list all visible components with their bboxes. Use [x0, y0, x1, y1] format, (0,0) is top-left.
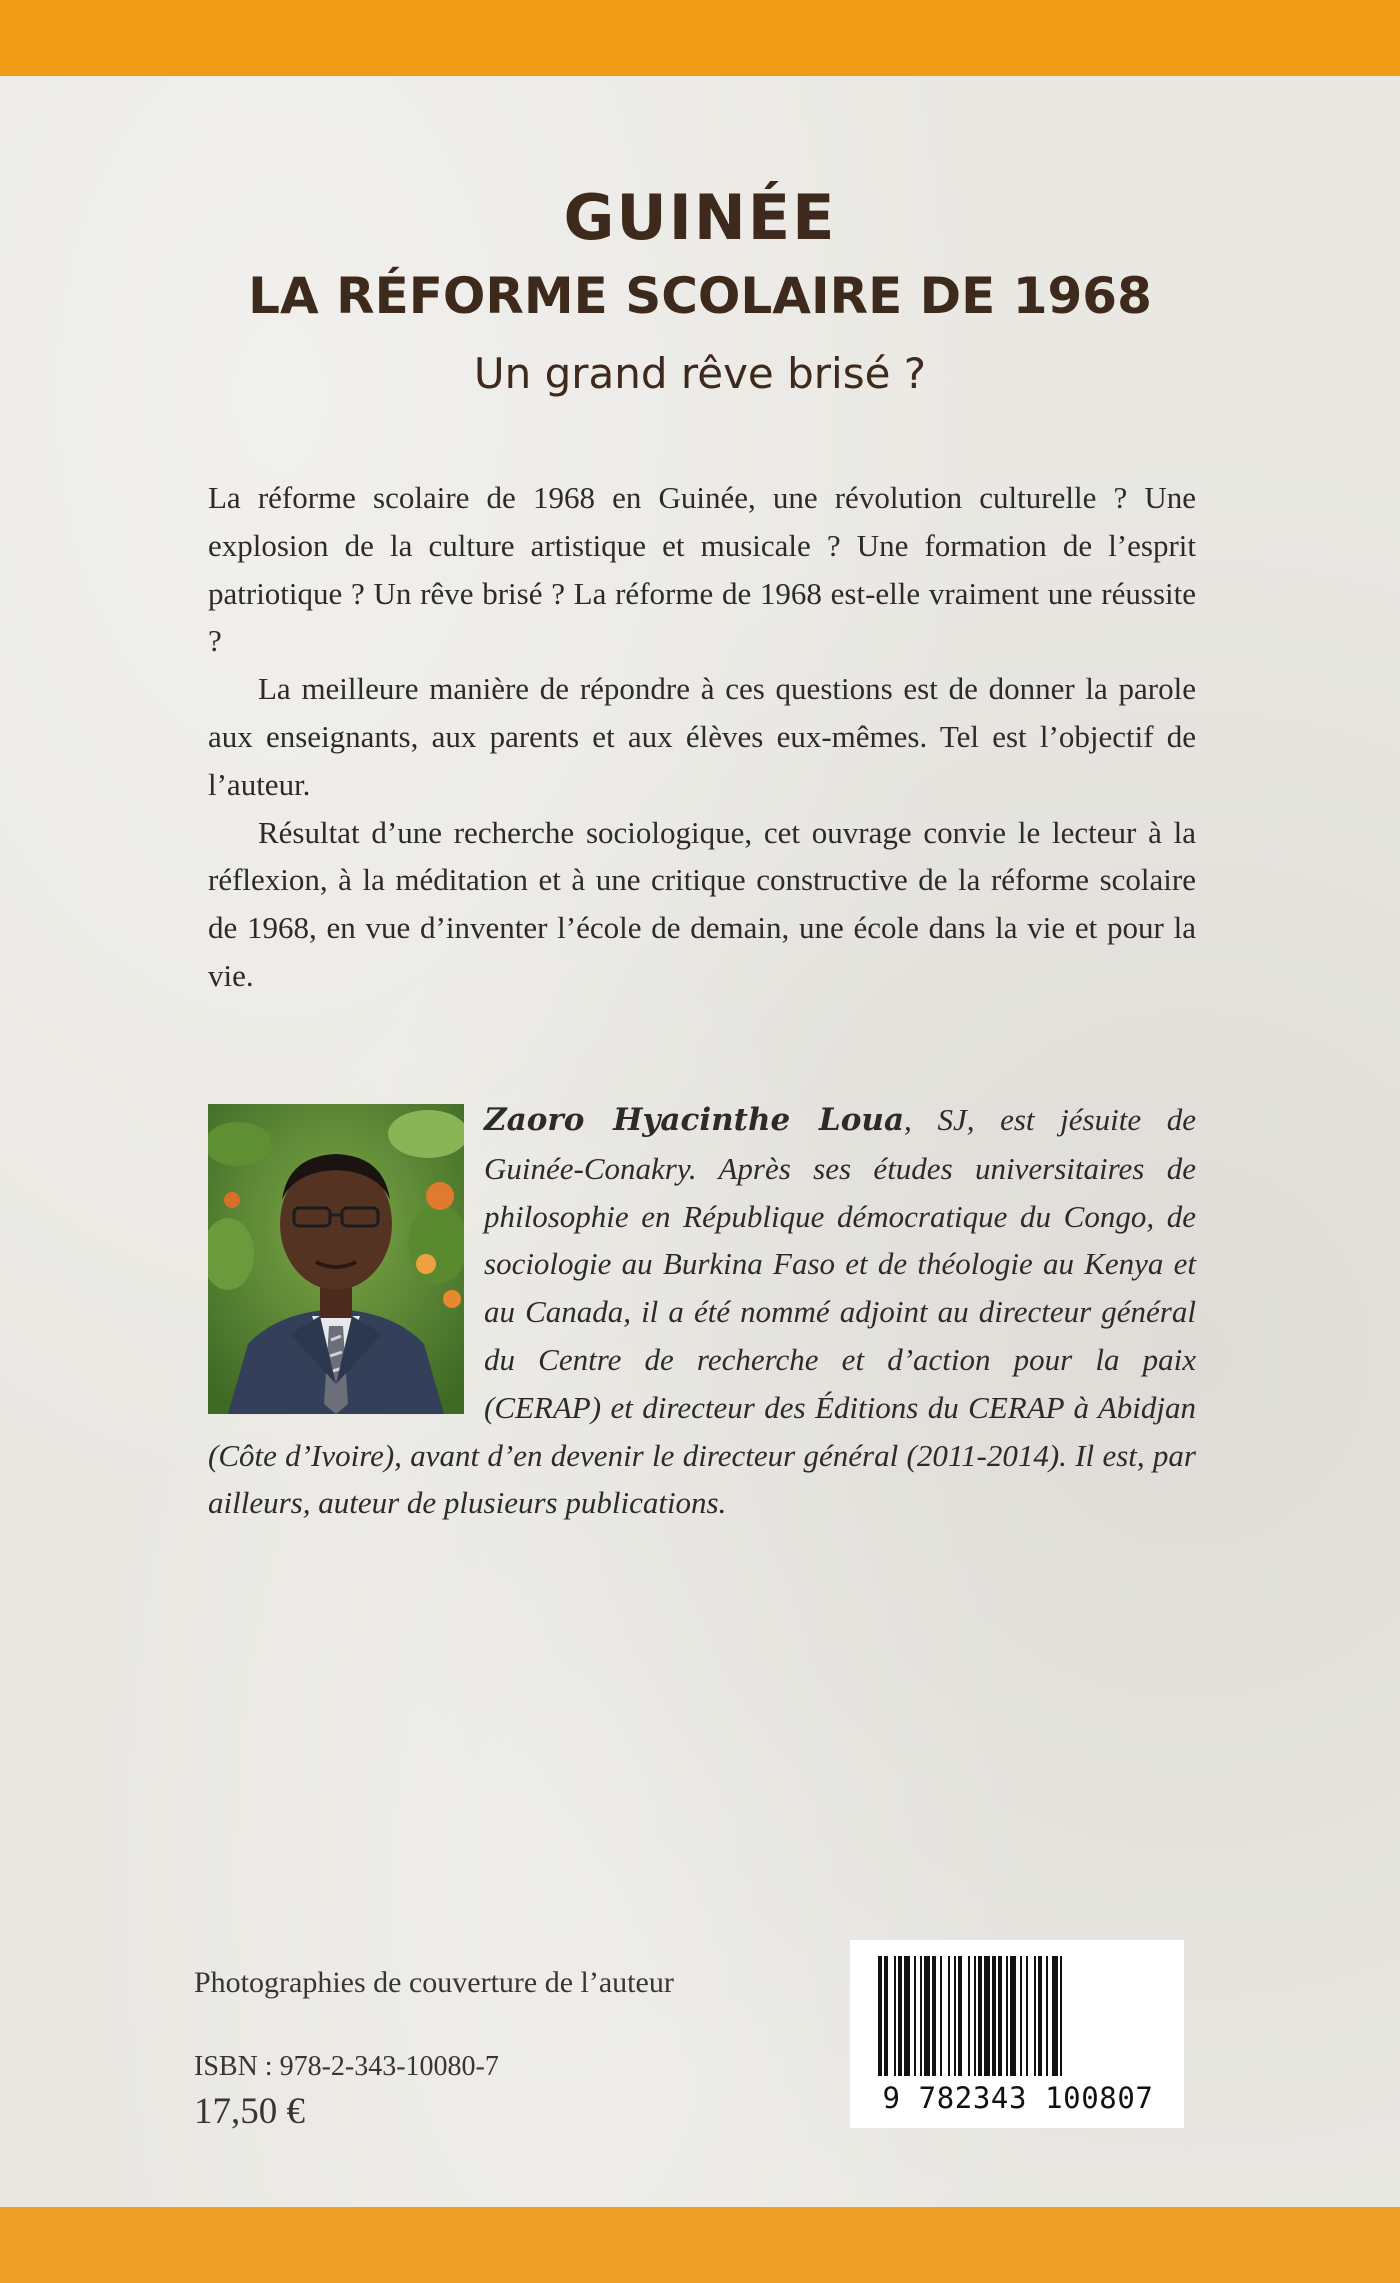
barcode-bar — [992, 1956, 996, 2076]
book-title: GUINÉE — [563, 181, 837, 254]
bottom-orange-band — [0, 2207, 1400, 2283]
price: 17,50 € — [194, 2091, 305, 2132]
barcode-bar — [954, 1956, 956, 2076]
blurb-paragraph: La réforme scolaire de 1968 en Guinée, une révolution culturelle ? Une explosion de la culture artistique et musicale ? Une formation de l’esprit patriotique ? Un rêve brisé ? La réforme de 1968 est-elle vraiment une réussite ? — [208, 480, 1196, 659]
author-photo — [208, 1104, 464, 1414]
barcode-bar — [894, 1956, 896, 2076]
barcode-bar — [898, 1956, 902, 2076]
barcode-bar — [1046, 1956, 1048, 2076]
barcode-bar — [904, 1956, 910, 2076]
barcode-bar — [878, 1956, 882, 2076]
title-block — [0, 180, 1400, 404]
barcode-bar — [974, 1956, 976, 2076]
barcode — [850, 1940, 1184, 2128]
isbn: ISBN : 978-2-343-10080-7 — [194, 2051, 499, 2082]
barcode-bar — [984, 1956, 990, 2076]
barcode-bar — [940, 1956, 942, 2076]
barcode-bar — [968, 1956, 970, 2076]
blurb-paragraph: Résultat d’une recherche sociologique, cet ouvrage convie le lecteur à la réflexion, à la méditation et à une critique constructive de la réforme scolaire de 1968, en vue d’inventer l’école de demain, une école dans la vie et pour la vie. — [208, 814, 1196, 993]
barcode-bar — [1026, 1956, 1028, 2076]
barcode-bar — [998, 1956, 1002, 2076]
book-tagline: Un grand rêve brisé ? — [473, 349, 927, 398]
barcode-bar — [924, 1956, 930, 2076]
barcode-bar — [978, 1956, 982, 2076]
barcode-bar — [958, 1956, 962, 2076]
author-name: Zaoro Hyacinthe Loua — [484, 1102, 905, 1138]
photo-credits: Photographies de couverture de l’auteur — [194, 1966, 674, 1999]
barcode-bar — [1006, 1956, 1008, 2076]
barcode-bar — [1052, 1956, 1058, 2076]
barcode-bar — [1060, 1956, 1062, 2076]
barcode-bar — [1038, 1956, 1042, 2076]
barcode-bar — [932, 1956, 936, 2076]
barcode-bar — [1034, 1956, 1036, 2076]
blurb-paragraph: La meilleure manière de répondre à ces questions est de donner la parole aux enseignants, aux parents et aux élèves eux-mêmes. Tel est l’objectif de l’auteur. — [208, 671, 1196, 802]
barcode-bar — [948, 1956, 950, 2076]
book-subtitle: LA RÉFORME SCOLAIRE DE 1968 — [248, 267, 1152, 325]
barcode-bar — [914, 1956, 916, 2076]
author-bio-text: , SJ, est jésuite de Guinée-Conakry. Après ses études universitaires de philosophie en République démocratique du Congo, de sociologie au Burkina Faso et de théologie au Kenya et au Canada, il a été nommé adjoint au directeur général du Centre de recherche et d’action pour la paix (CERAP) et directeur des Éditions du CERAP à Abidjan (Côte d’Ivoire), avant d’en devenir le directeur général (2011-2014). Il est, par ailleurs, auteur de plusieurs publications. — [208, 1102, 1196, 1521]
top-orange-band — [0, 0, 1400, 76]
back-cover-blurb — [208, 474, 1196, 1000]
barcode-bar — [920, 1956, 922, 2076]
barcode-bar — [1020, 1956, 1022, 2076]
author-bio — [208, 1096, 1196, 1527]
barcode-bar — [884, 1956, 888, 2076]
barcode-bar — [1010, 1956, 1016, 2076]
barcode-digits: 9 782343 100807 — [882, 2081, 1154, 2115]
